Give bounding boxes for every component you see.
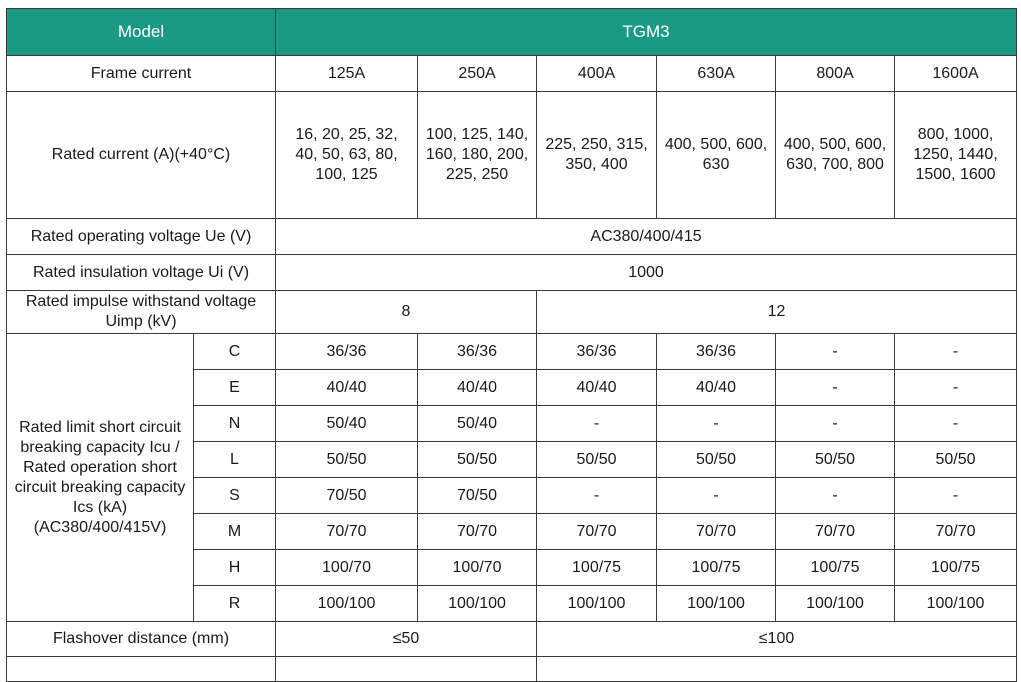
breaking-value-cell: -: [776, 370, 895, 406]
frame-current-row: [7, 56, 1017, 92]
breaking-value-cell: 70/70: [657, 514, 776, 550]
breaking-code-cell: N: [194, 406, 276, 442]
breaking-value-cell: 100/100: [895, 586, 1017, 622]
next-row-cell: [276, 657, 537, 682]
breaking-value-cell: 100/100: [776, 586, 895, 622]
rated-insulation-voltage-value: 1000: [276, 255, 1017, 291]
series-header: TGM3: [276, 9, 1017, 56]
frame-current-cell: 400A: [537, 56, 657, 92]
breaking-code-cell: E: [194, 370, 276, 406]
breaking-value-cell: 50/50: [537, 442, 657, 478]
rated-current-cell: 100, 125, 140, 160, 180, 200, 225, 250: [418, 92, 537, 219]
breaking-value-cell: 70/70: [276, 514, 418, 550]
breaking-value-cell: -: [895, 406, 1017, 442]
frame-current-cell: 125A: [276, 56, 418, 92]
next-row-partial: [7, 657, 1017, 682]
rated-insulation-voltage-label: Rated insulation voltage Ui (V): [7, 255, 276, 291]
header-row: [7, 9, 1017, 56]
flashover-distance-high: ≤100: [537, 622, 1017, 657]
breaking-value-cell: -: [537, 478, 657, 514]
breaking-value-cell: 100/70: [276, 550, 418, 586]
breaking-value-cell: 36/36: [657, 334, 776, 370]
breaking-value-cell: -: [657, 406, 776, 442]
breaking-value-cell: 50/50: [776, 442, 895, 478]
breaking-code-cell: M: [194, 514, 276, 550]
rated-operating-voltage-value: AC380/400/415: [276, 219, 1017, 255]
breaking-capacity-label: Rated limit short circuit breaking capacity Icu / Rated operation short circuit breaking capacity Ics (kA) (AC380/400/415V): [7, 334, 194, 622]
breaking-value-cell: 100/100: [537, 586, 657, 622]
breaking-value-cell: -: [895, 334, 1017, 370]
breaking-value-cell: 70/70: [418, 514, 537, 550]
frame-current-cell: 250A: [418, 56, 537, 92]
rated-impulse-voltage-label: Rated impulse withstand voltage Uimp (kV): [7, 291, 276, 334]
breaking-value-cell: 70/50: [418, 478, 537, 514]
breaking-value-cell: 70/70: [537, 514, 657, 550]
breaking-value-cell: -: [776, 478, 895, 514]
breaking-code-cell: S: [194, 478, 276, 514]
next-row-cell: [537, 657, 1017, 682]
flashover-distance-low: ≤50: [276, 622, 537, 657]
breaking-code-cell: R: [194, 586, 276, 622]
rated-current-cell: 800, 1000, 1250, 1440, 1500, 1600: [895, 92, 1017, 219]
model-header: Model: [7, 9, 276, 56]
breaking-value-cell: 100/75: [895, 550, 1017, 586]
breaking-value-cell: 36/36: [537, 334, 657, 370]
rated-current-cell: 400, 500, 600, 630: [657, 92, 776, 219]
spec-table: [6, 8, 1017, 682]
breaking-value-cell: 70/70: [895, 514, 1017, 550]
breaking-value-cell: 36/36: [276, 334, 418, 370]
breaking-value-cell: -: [657, 478, 776, 514]
rated-operating-voltage-row: [7, 219, 1017, 255]
breaking-value-cell: -: [776, 406, 895, 442]
breaking-value-cell: -: [537, 406, 657, 442]
rated-insulation-voltage-row: [7, 255, 1017, 291]
breaking-code-cell: C: [194, 334, 276, 370]
breaking-code-cell: H: [194, 550, 276, 586]
breaking-value-cell: 50/40: [276, 406, 418, 442]
breaking-value-cell: 100/75: [537, 550, 657, 586]
frame-current-cell: 1600A: [895, 56, 1017, 92]
breaking-value-cell: -: [776, 334, 895, 370]
rated-current-cell: 225, 250, 315, 350, 400: [537, 92, 657, 219]
frame-current-cell: 800A: [776, 56, 895, 92]
breaking-value-cell: 36/36: [418, 334, 537, 370]
breaking-value-cell: 70/50: [276, 478, 418, 514]
breaking-value-cell: 100/100: [418, 586, 537, 622]
frame-current-label: Frame current: [7, 56, 276, 92]
breaking-value-cell: 40/40: [418, 370, 537, 406]
breaking-value-cell: 100/75: [776, 550, 895, 586]
breaking-value-cell: -: [895, 478, 1017, 514]
breaking-value-cell: 50/50: [657, 442, 776, 478]
breaking-value-cell: 100/100: [276, 586, 418, 622]
breaking-capacity-row: [7, 334, 1017, 370]
rated-current-row: [7, 92, 1017, 219]
breaking-value-cell: 100/75: [657, 550, 776, 586]
rated-impulse-voltage-row: [7, 291, 1017, 334]
breaking-value-cell: 50/50: [418, 442, 537, 478]
rated-impulse-voltage-low: 8: [276, 291, 537, 334]
frame-current-cell: 630A: [657, 56, 776, 92]
rated-current-cell: 16, 20, 25, 32, 40, 50, 63, 80, 100, 125: [276, 92, 418, 219]
flashover-distance-row: [7, 622, 1017, 657]
breaking-value-cell: 40/40: [537, 370, 657, 406]
flashover-distance-label: Flashover distance (mm): [7, 622, 276, 657]
breaking-value-cell: 100/100: [657, 586, 776, 622]
breaking-value-cell: 50/40: [418, 406, 537, 442]
breaking-value-cell: 40/40: [657, 370, 776, 406]
breaking-value-cell: 40/40: [276, 370, 418, 406]
breaking-value-cell: -: [895, 370, 1017, 406]
breaking-value-cell: 70/70: [776, 514, 895, 550]
rated-operating-voltage-label: Rated operating voltage Ue (V): [7, 219, 276, 255]
breaking-value-cell: 50/50: [276, 442, 418, 478]
rated-current-label: Rated current (A)(+40°C): [7, 92, 276, 219]
breaking-value-cell: 50/50: [895, 442, 1017, 478]
breaking-value-cell: 100/70: [418, 550, 537, 586]
rated-current-cell: 400, 500, 600, 630, 700, 800: [776, 92, 895, 219]
breaking-code-cell: L: [194, 442, 276, 478]
next-row-label-cell: [7, 657, 276, 682]
rated-impulse-voltage-high: 12: [537, 291, 1017, 334]
